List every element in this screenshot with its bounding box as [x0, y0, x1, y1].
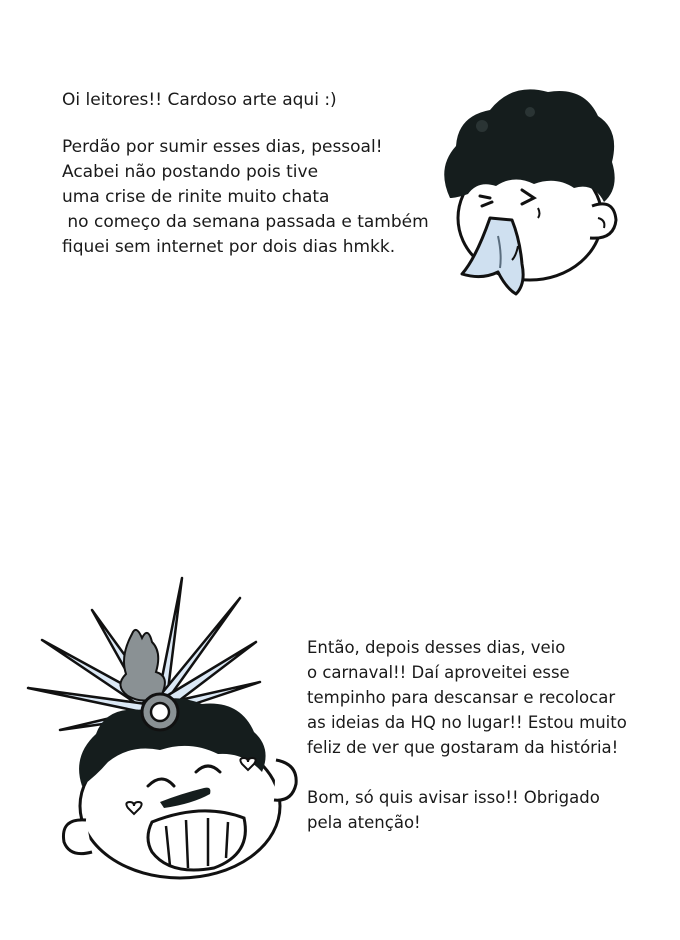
paragraph-spacer: [307, 760, 627, 785]
closing-line: feliz de ver que gostaram da história!: [307, 738, 619, 757]
closing-line: Bom, só quis avisar isso!! Obrigado: [307, 788, 600, 807]
ear-right: [274, 760, 296, 800]
carnival-character-illustration: [20, 570, 310, 890]
intro-text-block: [62, 88, 429, 260]
closing-line: o carnaval!! Daí aproveitei esse: [307, 663, 570, 682]
closing-line: Então, depois desses dias, veio: [307, 638, 566, 657]
sneezing-character-illustration: [420, 78, 620, 303]
greeting-line: Oi leitores!! Cardoso arte aqui :): [62, 90, 337, 110]
plume: [120, 630, 164, 701]
closing-line: pela atenção!: [307, 813, 421, 832]
intro-line: fiquei sem internet por dois dias hmkk.: [62, 237, 396, 257]
closing-text-block: [307, 635, 627, 835]
intro-line: uma crise de rinite muito chata: [62, 187, 330, 207]
intro-line: Acabei não postando pois tive: [62, 162, 319, 182]
closing-line: tempinho para descansar e recolocar: [307, 688, 616, 707]
closing-line: as ideias da HQ no lugar!! Estou muito: [307, 713, 627, 732]
intro-line: no começo da semana passada e também: [62, 212, 429, 232]
intro-line: Perdão por sumir esses dias, pessoal!: [62, 137, 383, 157]
